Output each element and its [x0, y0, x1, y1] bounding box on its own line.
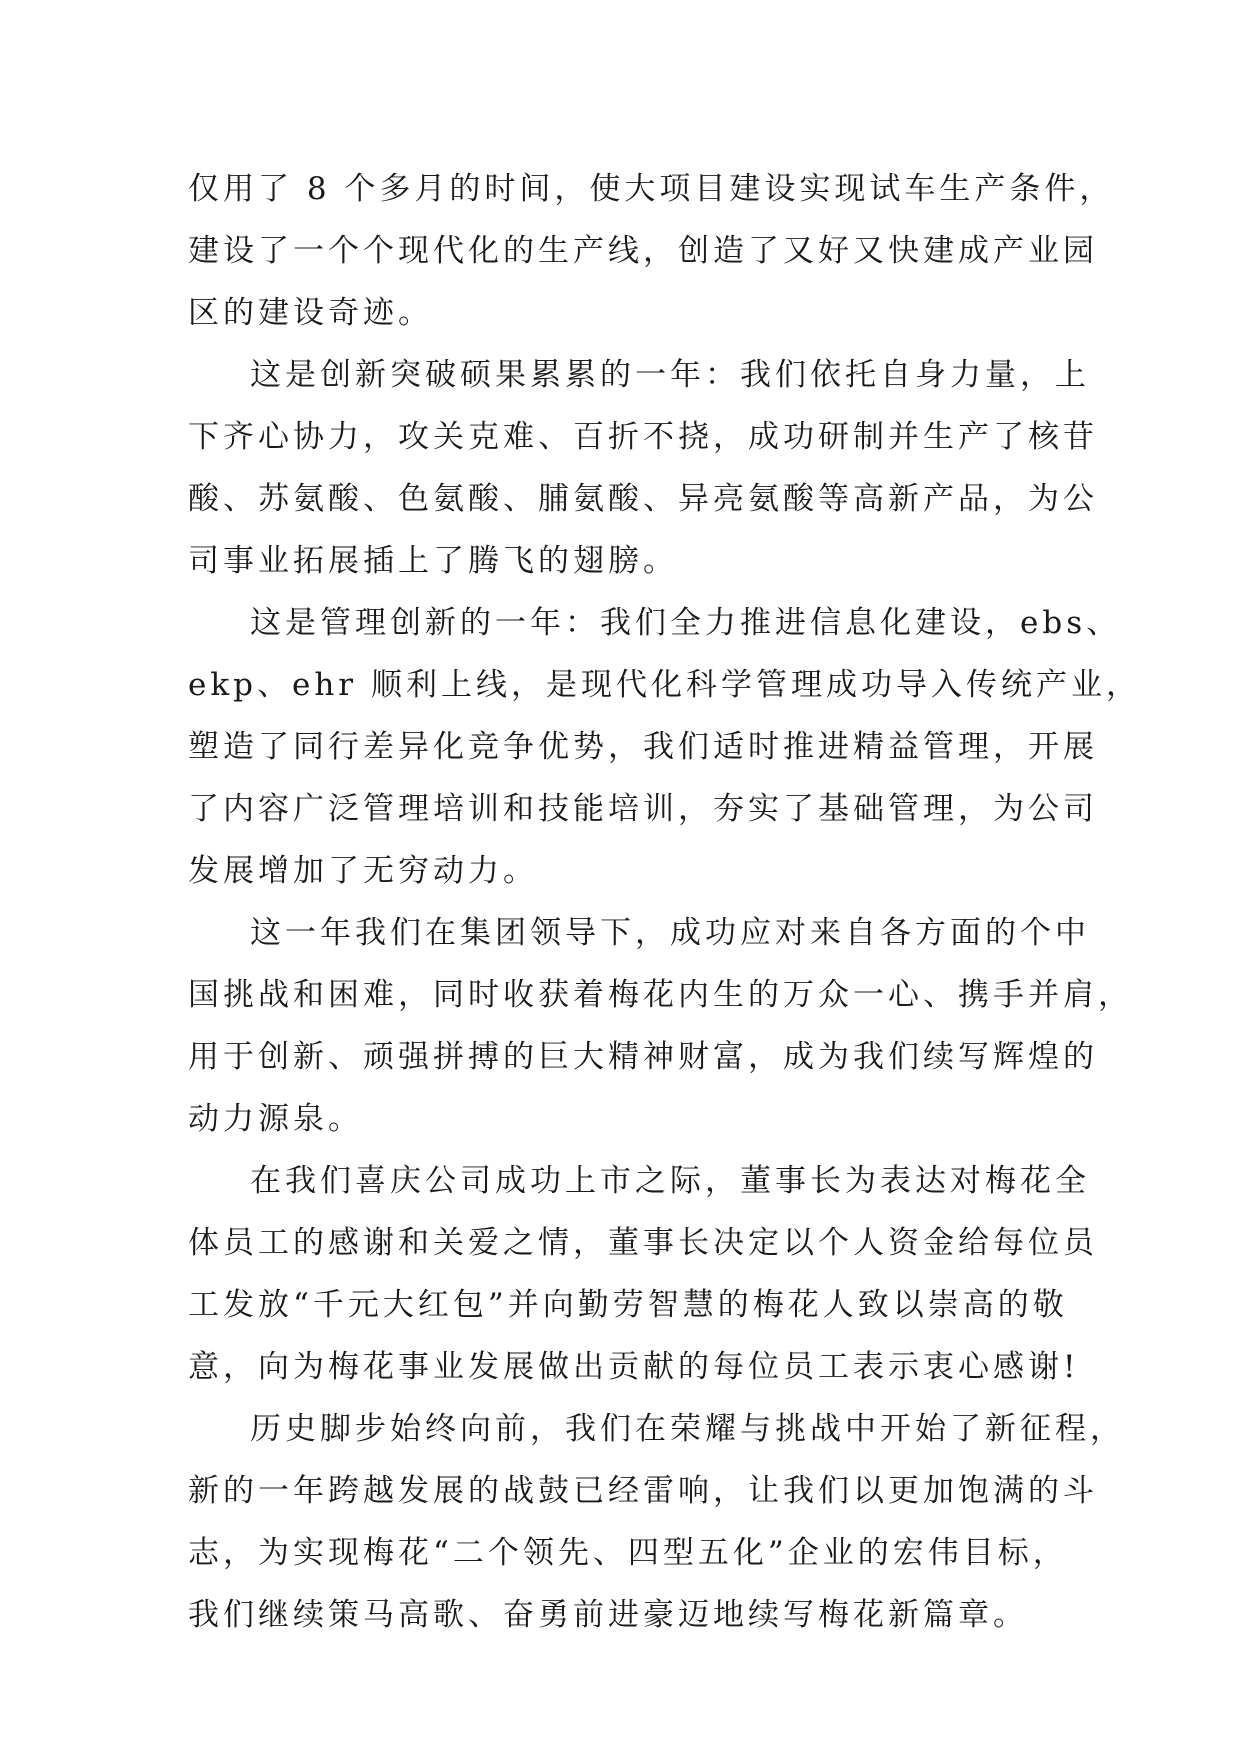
text-line: 下齐心协力，攻关克难、百折不挠，成功研制并生产了核苷 — [188, 419, 1098, 455]
text-line: 塑造了同行差异化竞争优势，我们适时推进精益管理，开展 — [188, 729, 1098, 765]
text-line: 建设了一个个现代化的生产线，创造了又好又快建成产业园 — [188, 233, 1098, 269]
paragraph-first-line: 这是管理创新的一年：我们全力推进信息化建设，ebs、 — [250, 605, 1122, 641]
text-line: 体员工的感谢和关爱之情，董事长决定以个人资金给每位员 — [188, 1225, 1098, 1261]
text-line: 意，向为梅花事业发展做出贡献的每位员工表示衷心感谢! — [188, 1349, 1080, 1385]
text-line: 仅用了 8 个多月的时间，使大项目建设实现试车生产条件， — [188, 171, 1115, 207]
text-line: 了内容广泛管理培训和技能培训，夯实了基础管理，为公司 — [188, 791, 1098, 827]
text-line: 志，为实现梅花“二个领先、四型五化”企业的宏伟目标， — [188, 1535, 1068, 1571]
text-line: 区的建设奇迹。 — [188, 295, 433, 331]
paragraph-first-line: 在我们喜庆公司成功上市之际，董事长为表达对梅花全 — [250, 1163, 1090, 1199]
text-line: 司事业拓展插上了腾飞的翅膀。 — [188, 543, 678, 579]
text-line: 国挑战和困难，同时收获着梅花内生的万众一心、携手并肩， — [188, 977, 1133, 1013]
text-line: 发展增加了无穷动力。 — [188, 853, 538, 889]
text-line: 动力源泉。 — [188, 1101, 363, 1137]
text-line: 我们继续策马高歌、奋勇前进豪迈地续写梅花新篇章。 — [188, 1597, 1028, 1633]
text-line: ekp、ehr 顺利上线，是现代化科学管理成功导入传统产业， — [188, 667, 1141, 703]
document-body — [188, 158, 1141, 1646]
paragraph-first-line: 这是创新突破硕果累累的一年：我们依托自身力量，上 — [250, 357, 1090, 393]
text-line: 工发放“千元大红包”并向勤劳智慧的梅花人致以崇高的敬 — [188, 1287, 1068, 1323]
paragraph-first-line: 这一年我们在集团领导下，成功应对来自各方面的个中 — [250, 915, 1090, 951]
text-line: 用于创新、顽强拼搏的巨大精神财富，成为我们续写辉煌的 — [188, 1039, 1098, 1075]
text-line: 新的一年跨越发展的战鼓已经雷响，让我们以更加饱满的斗 — [188, 1473, 1098, 1509]
text-line: 酸、苏氨酸、色氨酸、脯氨酸、异亮氨酸等高新产品，为公 — [188, 481, 1098, 517]
paragraph-first-line: 历史脚步始终向前，我们在荣耀与挑战中开始了新征程， — [250, 1411, 1125, 1447]
